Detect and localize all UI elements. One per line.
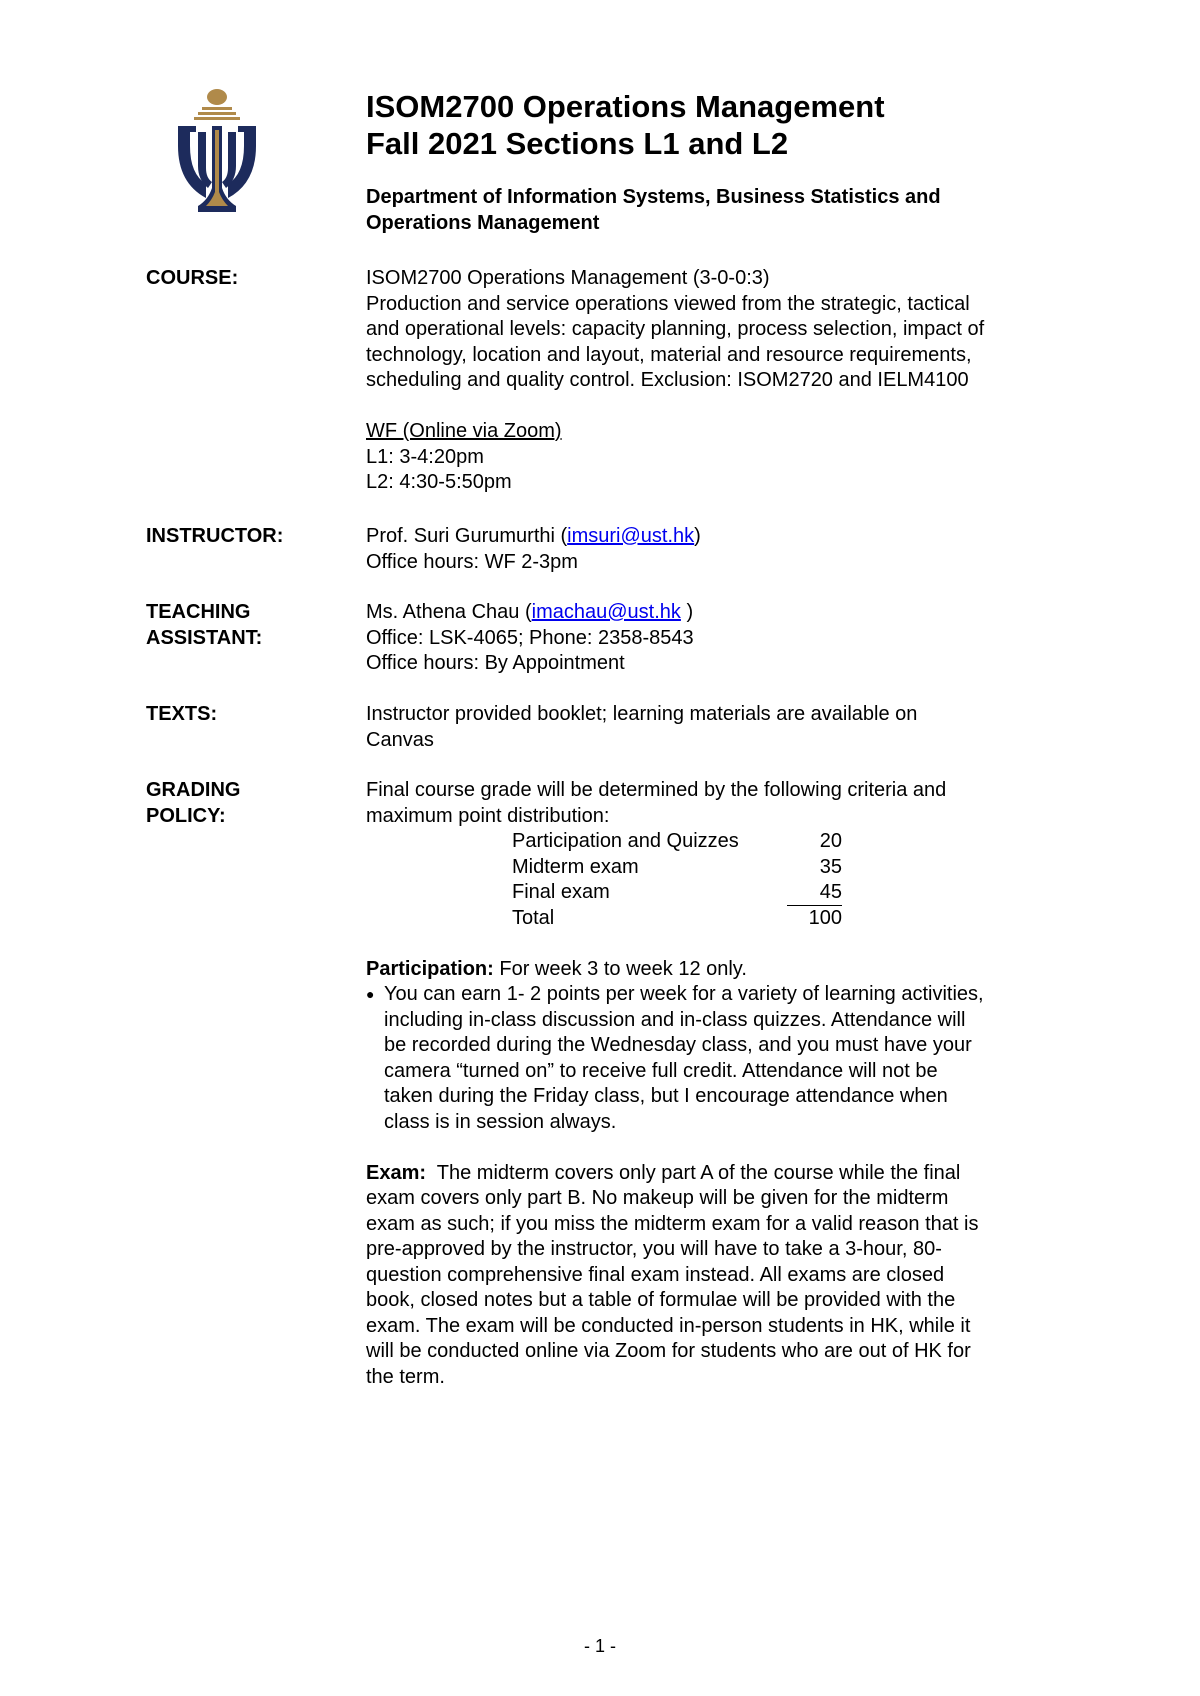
- university-logo-icon: [176, 88, 258, 216]
- ta-name: Ms. Athena Chau (imachau@ust.hk ): [366, 601, 694, 623]
- course-title: ISOM2700 Operations Management: [366, 89, 885, 124]
- instructor-email-link[interactable]: imsuri@ust.hk: [567, 525, 695, 547]
- table-row: Final exam 45: [512, 880, 842, 906]
- bullet-icon: ●: [366, 986, 375, 1002]
- table-row: Total 100: [512, 906, 842, 929]
- course-content: ISOM2700 Operations Management (3-0-0:3) Production and service operations viewed from the strategic, tactical and operational levels: capacity planning, process selection, impact of technology, location and layout, material and resource requirements, scheduling and quality control. Exclusion: ISOM2720 and IELM4100 WF (Online via Zoom) L1: 3-4:20pm L2: 4:30-5:50pm: [366, 266, 1096, 496]
- participation-paragraph: Participation: For week 3 to week 12 only.: [366, 957, 747, 980]
- ta-office: Office: LSK-4065; Phone: 2358-8543: [366, 626, 694, 649]
- course-label: COURSE:: [146, 267, 239, 289]
- table-row: Midterm exam 35: [512, 855, 842, 878]
- ta-email-link[interactable]: imachau@ust.hk: [531, 601, 681, 623]
- table-row: Participation and Quizzes 20: [512, 830, 842, 852]
- document-header: [366, 88, 1106, 236]
- syllabus-page: ISOM2700 Operations Management Fall 2021 Sections L1 and L2 Department of Information Systems, Business Statistics and Operations Management COURSE: ISOM2700 Operations Management (3-0-0:3) Production and service operations viewed from the strategic, tactical and operational levels: capacity planning, process selection, impact of technology, location and layout, material and resource requirements, scheduling and quality control. Exclusion: ISOM2720 and IELM4100 WF (Online via Zoom) L1: 3-4:20pm L2: 4:30-5:50pm INSTRUCTOR: Prof. Suri Gurumurthi (imsuri@ust.hk) Office hours: WF 2-3pm TEACHING ASSISTANT: Ms. Athena Chau (imachau@ust.hk ) Office: LSK-4065; Phone: 2358-8543 Office hours: By Appointment TEXTS: Instructor provided booklet; learning materials are available on Canvas GRADING POLICY: Final course grade will be determined by the following criteria and maximum point distribution: Participation and Quizzes 20 Midterm exam 35 Final exam 45 Total 100 Participation: For week 3 to week 12 only. ● You can earn 1- 2 points per week for a variety of learning activities, including in-class discussion and in-class quizzes. Attendance will be recorded during the Wednesday class, and you must have your camera “turned on” to receive full credit. Attendance will not be taken during the Friday class, but I encourage attendance when class is in session always. Exam: The midterm covers only part A of the course while the final exam covers only part B. No makeup will be given for the midterm exam as such; if you miss the midterm exam for a valid reason that is pre-approved by the instructor, you will have to take a 3-hour, 80- question comprehensive final exam instead. All exams are closed book, closed notes but a table of formulae will be provided with the exam. The exam will be conducted in-person students in HK, while it will be conducted online via Zoom for students who are out of HK for the term. - 1 -: [0, 0, 1200, 1696]
- texts-label: TEXTS:: [146, 703, 218, 725]
- grade-distribution-table: [512, 829, 842, 931]
- instructor-name: Prof. Suri Gurumurthi (imsuri@ust.hk): [366, 525, 701, 547]
- schedule-heading: WF (Online via Zoom): [366, 420, 562, 442]
- list-item: ● You can earn 1- 2 points per week for a variety of learning activities, including in-class discussion and in-class quizzes. Attendance will be recorded during the Wednesday class, and you must have your camera “turned on” to receive full credit. Attendance will not be taken during the Friday class, but I encourage attendance when class is in session always.: [366, 982, 1096, 1135]
- instructor-label: INSTRUCTOR:: [146, 525, 284, 547]
- ta-office-hours: Office hours: By Appointment: [366, 652, 625, 674]
- grading-label: GRADING POLICY:: [146, 779, 241, 827]
- exam-paragraph: Exam: The midterm covers only part A of the course while the final exam covers only part B. No makeup will be given for the midterm exam as such; if you miss the midterm exam for a valid reason that is pre-approved by the instructor, you will have to take a 3-hour, 80- question comprehensive final exam instead. All exams are closed book, closed notes but a table of formulae will be provided with the exam. The exam will be conducted in-person students in HK, while it will be conducted online via Zoom for students who are out of HK for the term.: [366, 1161, 979, 1388]
- term-title: Fall 2021 Sections L1 and L2: [366, 126, 789, 161]
- ta-label: TEACHING ASSISTANT:: [146, 601, 263, 649]
- instructor-office-hours: Office hours: WF 2-3pm: [366, 550, 578, 573]
- schedule-l2: L2: 4:30-5:50pm: [366, 471, 512, 493]
- department-name: Department of Information Systems, Business Statistics and Operations Management: [366, 186, 941, 234]
- page-number: - 1 -: [583, 1636, 616, 1656]
- schedule-l1: L1: 3-4:20pm: [366, 445, 484, 468]
